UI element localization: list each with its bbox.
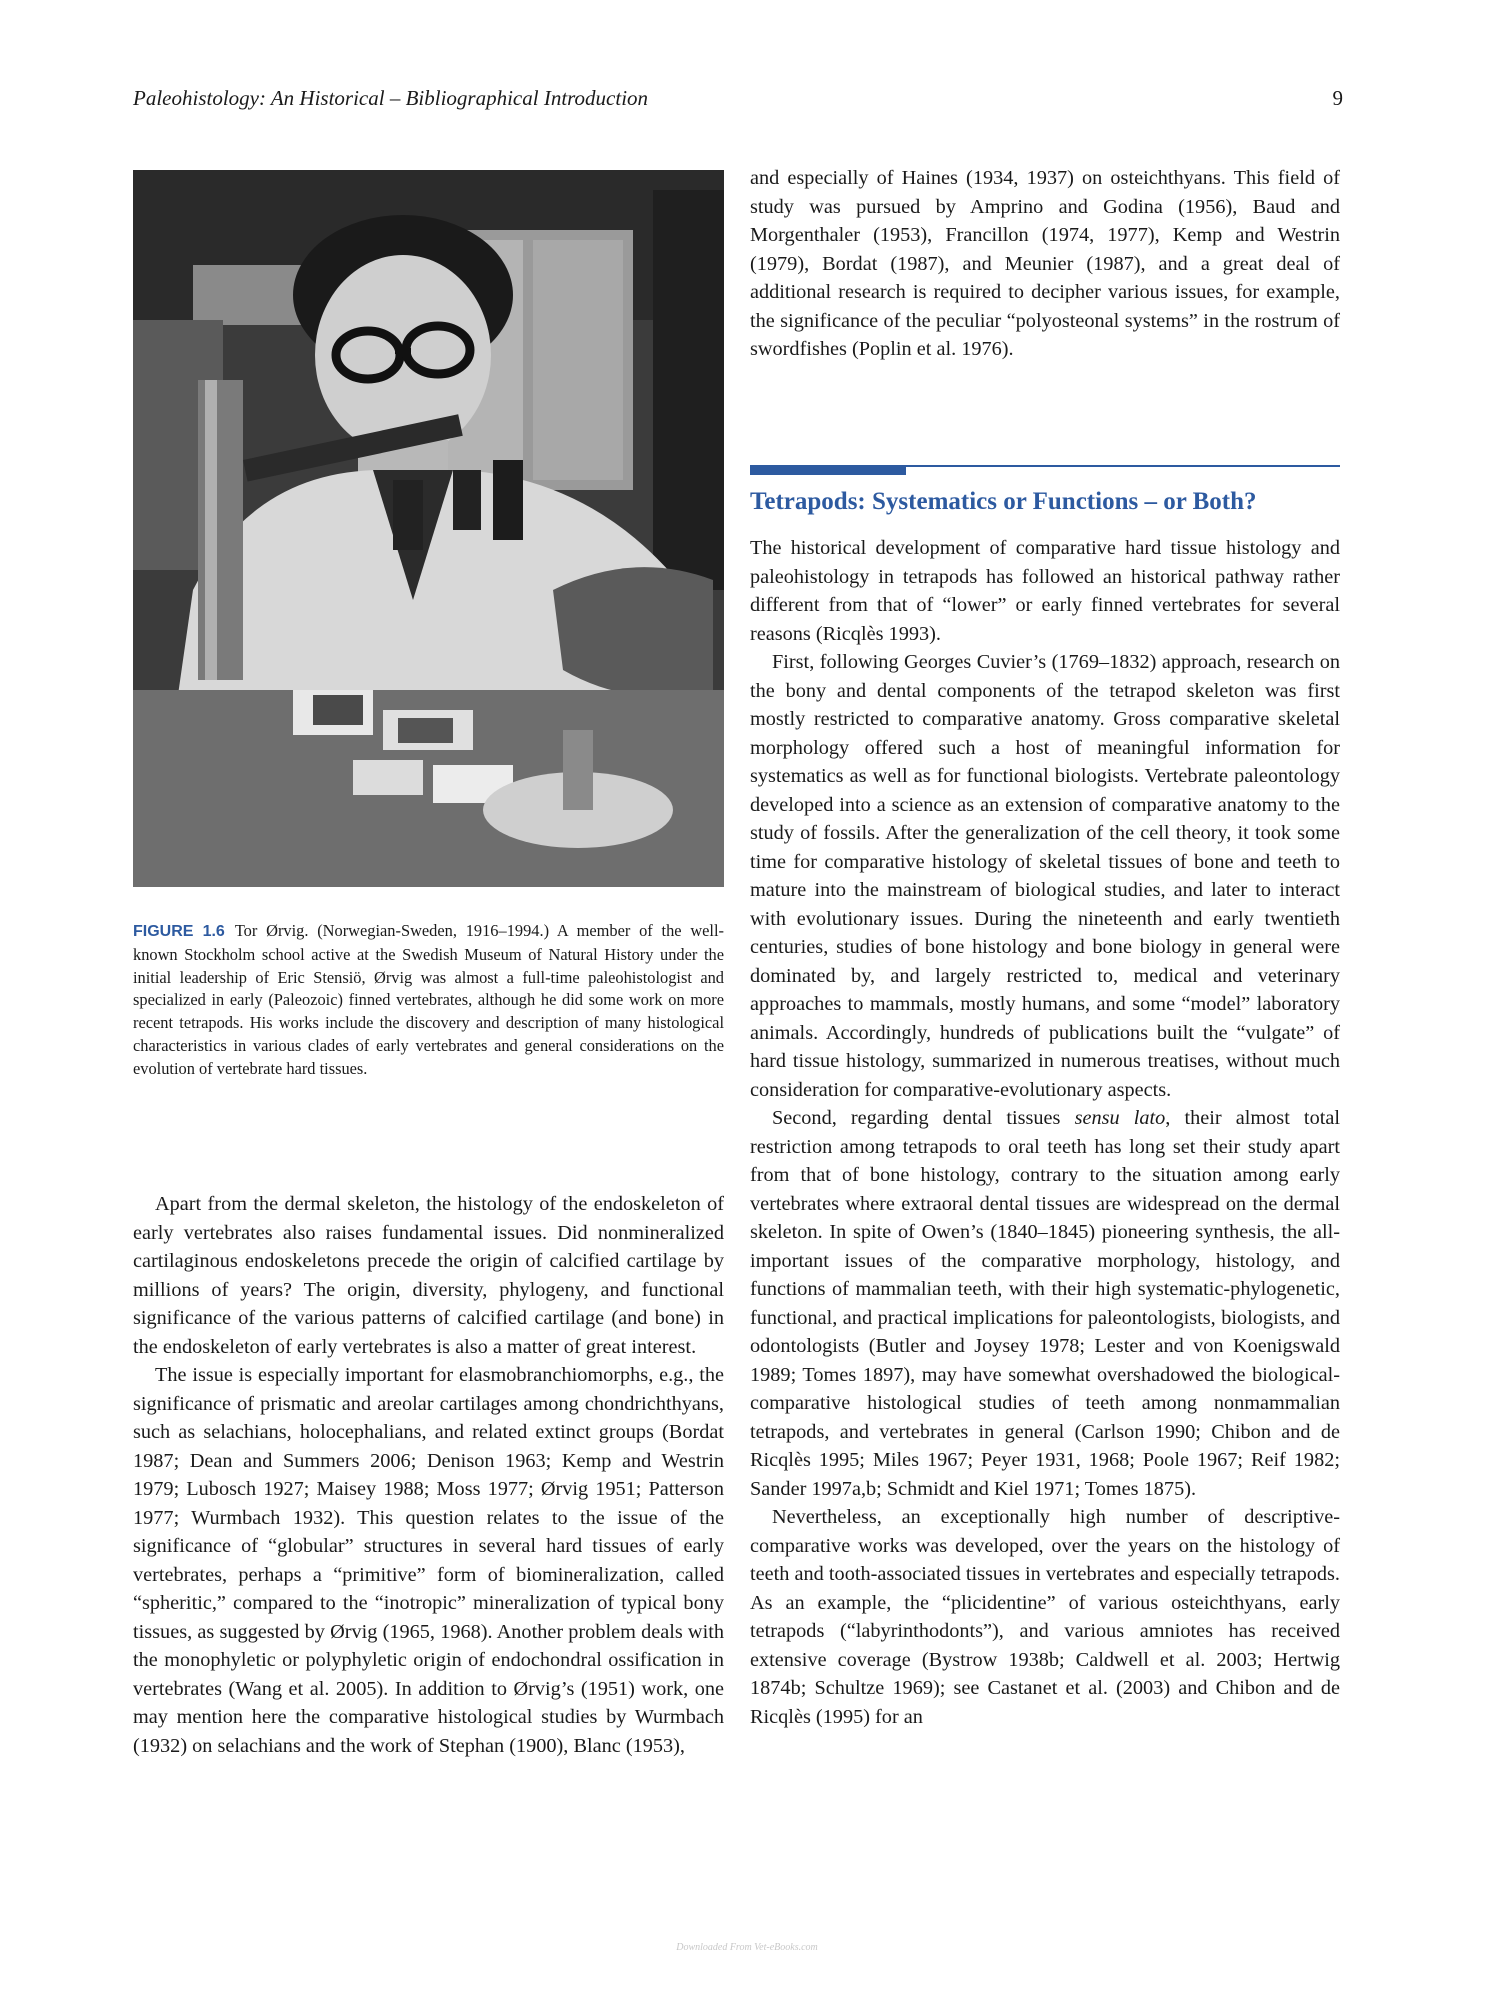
figure-caption xyxy=(133,920,724,1081)
section-rule-accent xyxy=(750,467,906,475)
figure-caption-text: Tor Ørvig. (Norwegian-Sweden, 1916–1994.) A member of the well-known Stockholm school active at the Swedish Museum of Natural History under the initial leadership of Eric Stensiö, Ørvig was almost a full-time paleohistologist and specialized in early (Paleozoic) finned vertebrates, although he did some work on more recent tetrapods. His works include the discovery and description of many histological characteristics in various clades of early vertebrates and general considerations on the evolution of vertebrate hard tissues. xyxy=(133,921,724,1078)
section-body xyxy=(750,534,1340,1731)
photo-illustration xyxy=(133,170,724,887)
figure-label: FIGURE 1.6 xyxy=(133,923,225,940)
paragraph xyxy=(750,1104,1340,1503)
left-column-body xyxy=(133,1190,724,1760)
right-column-continuation xyxy=(750,164,1340,364)
paragraph-text: , their almost total restriction among tetrapods to oral teeth has long set their study apart from that of bone histology, contrary to the situation among early vertebrates where extraoral dental tissues are widespread on the dermal skeleton. In spite of Owen’s (1840–1845) pioneering synthesis, the all-important issues of the comparative morphology, histology, and functions of mammalian teeth, with their high systematic-phylogenetic, functional, and practical implications for paleontologists, biologists, and odontologists (Butler and Joysey 1978; Lester and von Koenigswald 1989; Tomes 1897), may have somewhat overshadowed the biological-comparative histological studies of teeth among nonmammalian tetrapods, and vertebrates in general (Carlson 1990; Chibon and de Ricqlès 1995; Miles 1967; Peyer 1931, 1968; Poole 1967; Reif 1982; Sander 1997a,b; Schmidt and Kiel 1971; Tomes 1875). xyxy=(750,1107,1340,1500)
paragraph: and especially of Haines (1934, 1937) on osteichthyans. This field of study was pursued by Amprino and Godina (1956), Baud and Morgenthaler (1953), Francillon (1974, 1977), Kemp and Westrin (1979), Bordat (1987), and Meunier (1987), and a great deal of additional research is required to decipher various issues, for example, the significance of the peculiar “polyosteonal systems” in the rostrum of swordfishes (Poplin et al. 1976). xyxy=(750,167,1340,360)
paragraph: First, following Georges Cuvier’s (1769–1832) approach, research on the bony and dental components of the tetrapod skeleton was first mostly restricted to comparative anatomy. Gross comparative skeletal morphology offered such a host of meaningful information for systematics as well as for functional biologists. Vertebrate paleontology developed into a science as an extension of comparative anatomy to the study of fossils. After the generalization of the cell theory, it took some time for comparative histology of skeletal tissues of bone and teeth to mature into the mainstream of biological studies, and later to interact with evolutionary issues. During the nineteenth and early twentieth centuries, studies of bone histology and bone biology in general were dominated by, and largely restricted to, medical and veterinary approaches to mammals, mostly humans, and some “model” laboratory animals. Accordingly, hundreds of publications built the “vulgate” of hard tissue histology, summarized in numerous treatises, without much consideration for comparative-evolutionary aspects. xyxy=(750,651,1340,1101)
paragraph: Apart from the dermal skeleton, the histology of the endoskeleton of early vertebrates also raises fundamental issues. Did nonmineralized cartilaginous endoskeletons precede the origin of calcified cartilage by millions of years? The origin, diversity, phylogeny, and functional significance of the various patterns of calcified cartilage (and bone) in the endoskeleton of early vertebrates is also a matter of great interest. xyxy=(133,1193,724,1358)
running-head xyxy=(133,86,1343,116)
footer-watermark: Downloaded From Vet-eBooks.com xyxy=(676,1942,818,1953)
page-number: 9 xyxy=(1332,86,1343,110)
paragraph: Nevertheless, an exceptionally high number of descriptive-comparative works was developed, over the years on the histology of teeth and tooth-associated tissues in vertebrates and especially tetrapods. As an example, the “plicidentine” of various osteichthyans, early tetrapods (“labyrinthodonts”), and various amniotes has received extensive coverage (Bystrow 1938b; Caldwell et al. 2003; Hertwig 1874b; Schultze 1969); see Castanet et al. (2003) and Chibon and de Ricqlès (1995) for an xyxy=(750,1506,1340,1728)
running-head-title: Paleohistology: An Historical – Bibliographical Introduction xyxy=(133,86,649,110)
figure-photo xyxy=(133,170,724,887)
paragraph-text: Second, regarding dental tissues xyxy=(772,1107,1075,1129)
section-heading: Tetrapods: Systematics or Functions – or Both? xyxy=(750,488,1257,515)
paragraph: The historical development of comparative hard tissue histology and paleohistology in tetrapods has followed an historical pathway rather different from that of “lower” or early finned vertebrates for several reasons (Ricqlès 1993). xyxy=(750,537,1340,645)
paragraph: The issue is especially important for elasmobranchiomorphs, e.g., the significance of prismatic and areolar cartilages among chondrichthyans, such as selachians, holocephalians, and related extinct groups (Bordat 1987; Dean and Summers 2006; Denison 1963; Kemp and Westrin 1979; Lubosch 1927; Maisey 1988; Moss 1977; Ørvig 1951; Patterson 1977; Wurmbach 1932). This question relates to the issue of the significance of “globular” structures in several hard tissues of early vertebrates, perhaps a “primitive” form of biomineralization, called “spheritic,” compared to the “inotropic” mineralization of typical bony tissues, as suggested by Ørvig (1965, 1968). Another problem deals with the monophyletic or polyphyletic origin of endochondral ossification in vertebrates (Wang et al. 2005). In addition to Ørvig’s (1951) work, one may mention here the comparative histological studies by Wurmbach (1932) on selachians and the work of Stephan (1900), Blanc (1953), xyxy=(133,1364,724,1757)
emphasis-text: sensu lato xyxy=(1074,1107,1166,1129)
